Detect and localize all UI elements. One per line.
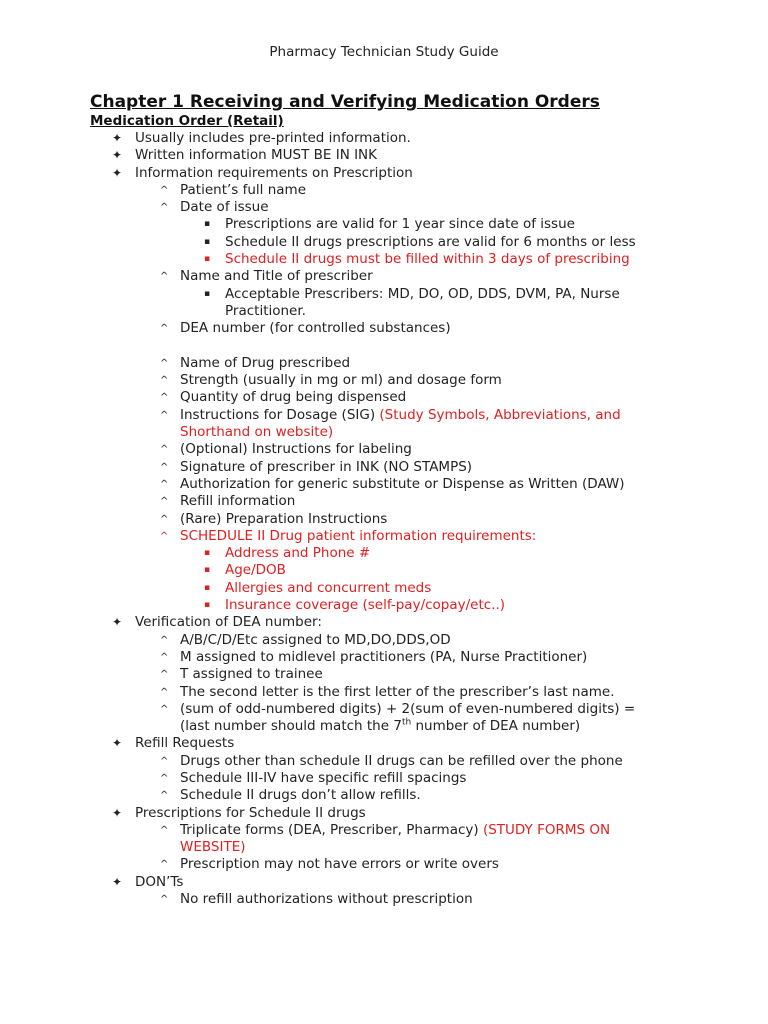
list-item: ^ Prescription may not have errors or write overs <box>160 856 499 873</box>
list-item: ^ Date of issue <box>160 199 269 216</box>
caret-bullet-icon: ^ <box>160 686 169 698</box>
caret-bullet-icon: ^ <box>160 375 169 387</box>
star-bullet-icon: ✦ <box>112 874 123 889</box>
square-bullet-icon: ▪ <box>204 582 211 593</box>
caret-bullet-icon: ^ <box>160 202 169 214</box>
list-item: ^ Refill information <box>160 493 296 510</box>
list-item: ✦ Usually includes pre-printed information. <box>112 130 411 146</box>
caret-bullet-icon: ^ <box>160 894 169 906</box>
list-item: ✦ Verification of DEA number: <box>112 614 322 631</box>
list-item: ▪ Acceptable Prescribers: MD, DO, OD, DDS, DVM, PA, Nurse <box>204 285 620 302</box>
caret-bullet-icon: ^ <box>160 271 169 283</box>
caret-bullet-icon: ^ <box>160 651 169 663</box>
list-item: ^ Schedule III-IV have specific refill spacings <box>160 769 467 786</box>
caret-bullet-icon: ^ <box>160 530 169 542</box>
caret-bullet-icon: ^ <box>160 323 169 335</box>
list-item: ^ T assigned to trainee <box>160 666 323 683</box>
list-item: ^ M assigned to midlevel practitioners (PA, Nurse Practitioner) <box>160 648 588 665</box>
caret-bullet-icon: ^ <box>160 824 169 836</box>
list-item: ^ Instructions for Dosage (SIG) (Study Symbols, Abbreviations, and <box>160 406 621 423</box>
list-item: ^ (Rare) Preparation Instructions <box>160 510 388 527</box>
caret-bullet-icon: ^ <box>160 461 169 473</box>
square-bullet-icon: ▪ <box>204 254 211 265</box>
list-item-continuation: (last number should match the 7th number of DEA number) <box>180 717 581 735</box>
star-bullet-icon: ✦ <box>112 148 123 163</box>
chapter-title: Chapter 1 Receiving and Verifying Medication Orders <box>90 92 600 112</box>
star-bullet-icon: ✦ <box>112 805 123 820</box>
list-item: ^ Authorization for generic substitute or Dispense as Written (DAW) <box>160 475 625 492</box>
list-item: ✦ Prescriptions for Schedule II drugs <box>112 804 366 821</box>
caret-bullet-icon: ^ <box>160 859 169 871</box>
list-item: ^ (sum of odd-numbered digits) + 2(sum of even-numbered digits) = <box>160 700 636 717</box>
list-item-continuation: Shorthand on website) <box>180 424 334 441</box>
list-item: ^ Triplicate forms (DEA, Prescriber, Pharmacy) (STUDY FORMS ON <box>160 821 611 838</box>
list-item-highlight: ^ SCHEDULE II Drug patient information requirements: <box>160 527 537 544</box>
list-item: ▪ Schedule II drugs prescriptions are valid for 6 months or less <box>204 233 636 250</box>
caret-bullet-icon: ^ <box>160 184 169 196</box>
list-item: ^ Patient’s full name <box>160 181 307 198</box>
caret-bullet-icon: ^ <box>160 634 169 646</box>
list-item: ^ Name of Drug prescribed <box>160 354 351 371</box>
caret-bullet-icon: ^ <box>160 513 169 525</box>
list-item: ^ The second letter is the first letter of the prescriber’s last name. <box>160 683 615 700</box>
list-item-highlight: ▪ Address and Phone # <box>204 545 371 562</box>
list-item-highlight: ▪ Schedule II drugs must be filled within 3 days of prescribing <box>204 251 630 268</box>
caret-bullet-icon: ^ <box>160 444 169 456</box>
list-item: ✦ Refill Requests <box>112 735 235 752</box>
list-item: ^ Name and Title of prescriber <box>160 268 373 285</box>
list-item: ✦ Information requirements on Prescription <box>112 164 413 181</box>
list-item-continuation: Practitioner. <box>225 302 306 319</box>
star-bullet-icon: ✦ <box>112 131 123 145</box>
list-item: ✦ DON’Ts <box>112 873 184 890</box>
list-item: ^ No refill authorizations without prescription <box>160 891 473 908</box>
list-item: ▪ Prescriptions are valid for 1 year since date of issue <box>204 216 575 233</box>
list-item-highlight: ▪ Age/DOB <box>204 562 286 579</box>
list-item: ^ Strength (usually in mg or ml) and dosage form <box>160 372 502 389</box>
caret-bullet-icon: ^ <box>160 772 169 784</box>
caret-bullet-icon: ^ <box>160 790 169 802</box>
square-bullet-icon: ▪ <box>204 236 211 247</box>
caret-bullet-icon: ^ <box>160 409 169 421</box>
list-item: ^ (Optional) Instructions for labeling <box>160 441 412 458</box>
list-item: ^ Signature of prescriber in INK (NO STAMPS) <box>160 458 473 475</box>
caret-bullet-icon: ^ <box>160 392 169 404</box>
caret-bullet-icon: ^ <box>160 357 169 369</box>
list-item-continuation: WEBSITE) <box>180 839 246 856</box>
list-item: ^ Drugs other than schedule II drugs can be refilled over the phone <box>160 752 623 769</box>
square-bullet-icon: ▪ <box>204 600 211 611</box>
caret-bullet-icon: ^ <box>160 478 169 490</box>
caret-bullet-icon: ^ <box>160 755 169 767</box>
square-bullet-icon: ▪ <box>204 548 211 559</box>
list-item: ^ DEA number (for controlled substances) <box>160 320 451 337</box>
list-item: ^ Quantity of drug being dispensed <box>160 389 407 406</box>
star-bullet-icon: ✦ <box>112 165 123 180</box>
caret-bullet-icon: ^ <box>160 496 169 508</box>
star-bullet-icon: ✦ <box>112 615 123 630</box>
star-bullet-icon: ✦ <box>112 736 123 751</box>
list-item-highlight: ▪ Insurance coverage (self-pay/copay/etc..) <box>204 597 506 614</box>
square-bullet-icon: ▪ <box>204 565 211 576</box>
section-title: Medication Order (Retail) <box>90 113 284 129</box>
outline-list <box>0 130 768 908</box>
square-bullet-icon: ▪ <box>204 288 211 299</box>
list-item: ^ Schedule II drugs don’t allow refills. <box>160 787 421 804</box>
list-item: ^ A/B/C/D/Etc assigned to MD,DO,DDS,OD <box>160 631 451 648</box>
square-bullet-icon: ▪ <box>204 219 211 230</box>
list-item-highlight: ▪ Allergies and concurrent meds <box>204 579 432 596</box>
caret-bullet-icon: ^ <box>160 669 169 681</box>
page-header-title: Pharmacy Technician Study Guide <box>269 44 499 60</box>
caret-bullet-icon: ^ <box>160 703 169 715</box>
list-item: ✦ Written information MUST BE IN INK <box>112 147 378 164</box>
blank-line <box>0 338 768 355</box>
